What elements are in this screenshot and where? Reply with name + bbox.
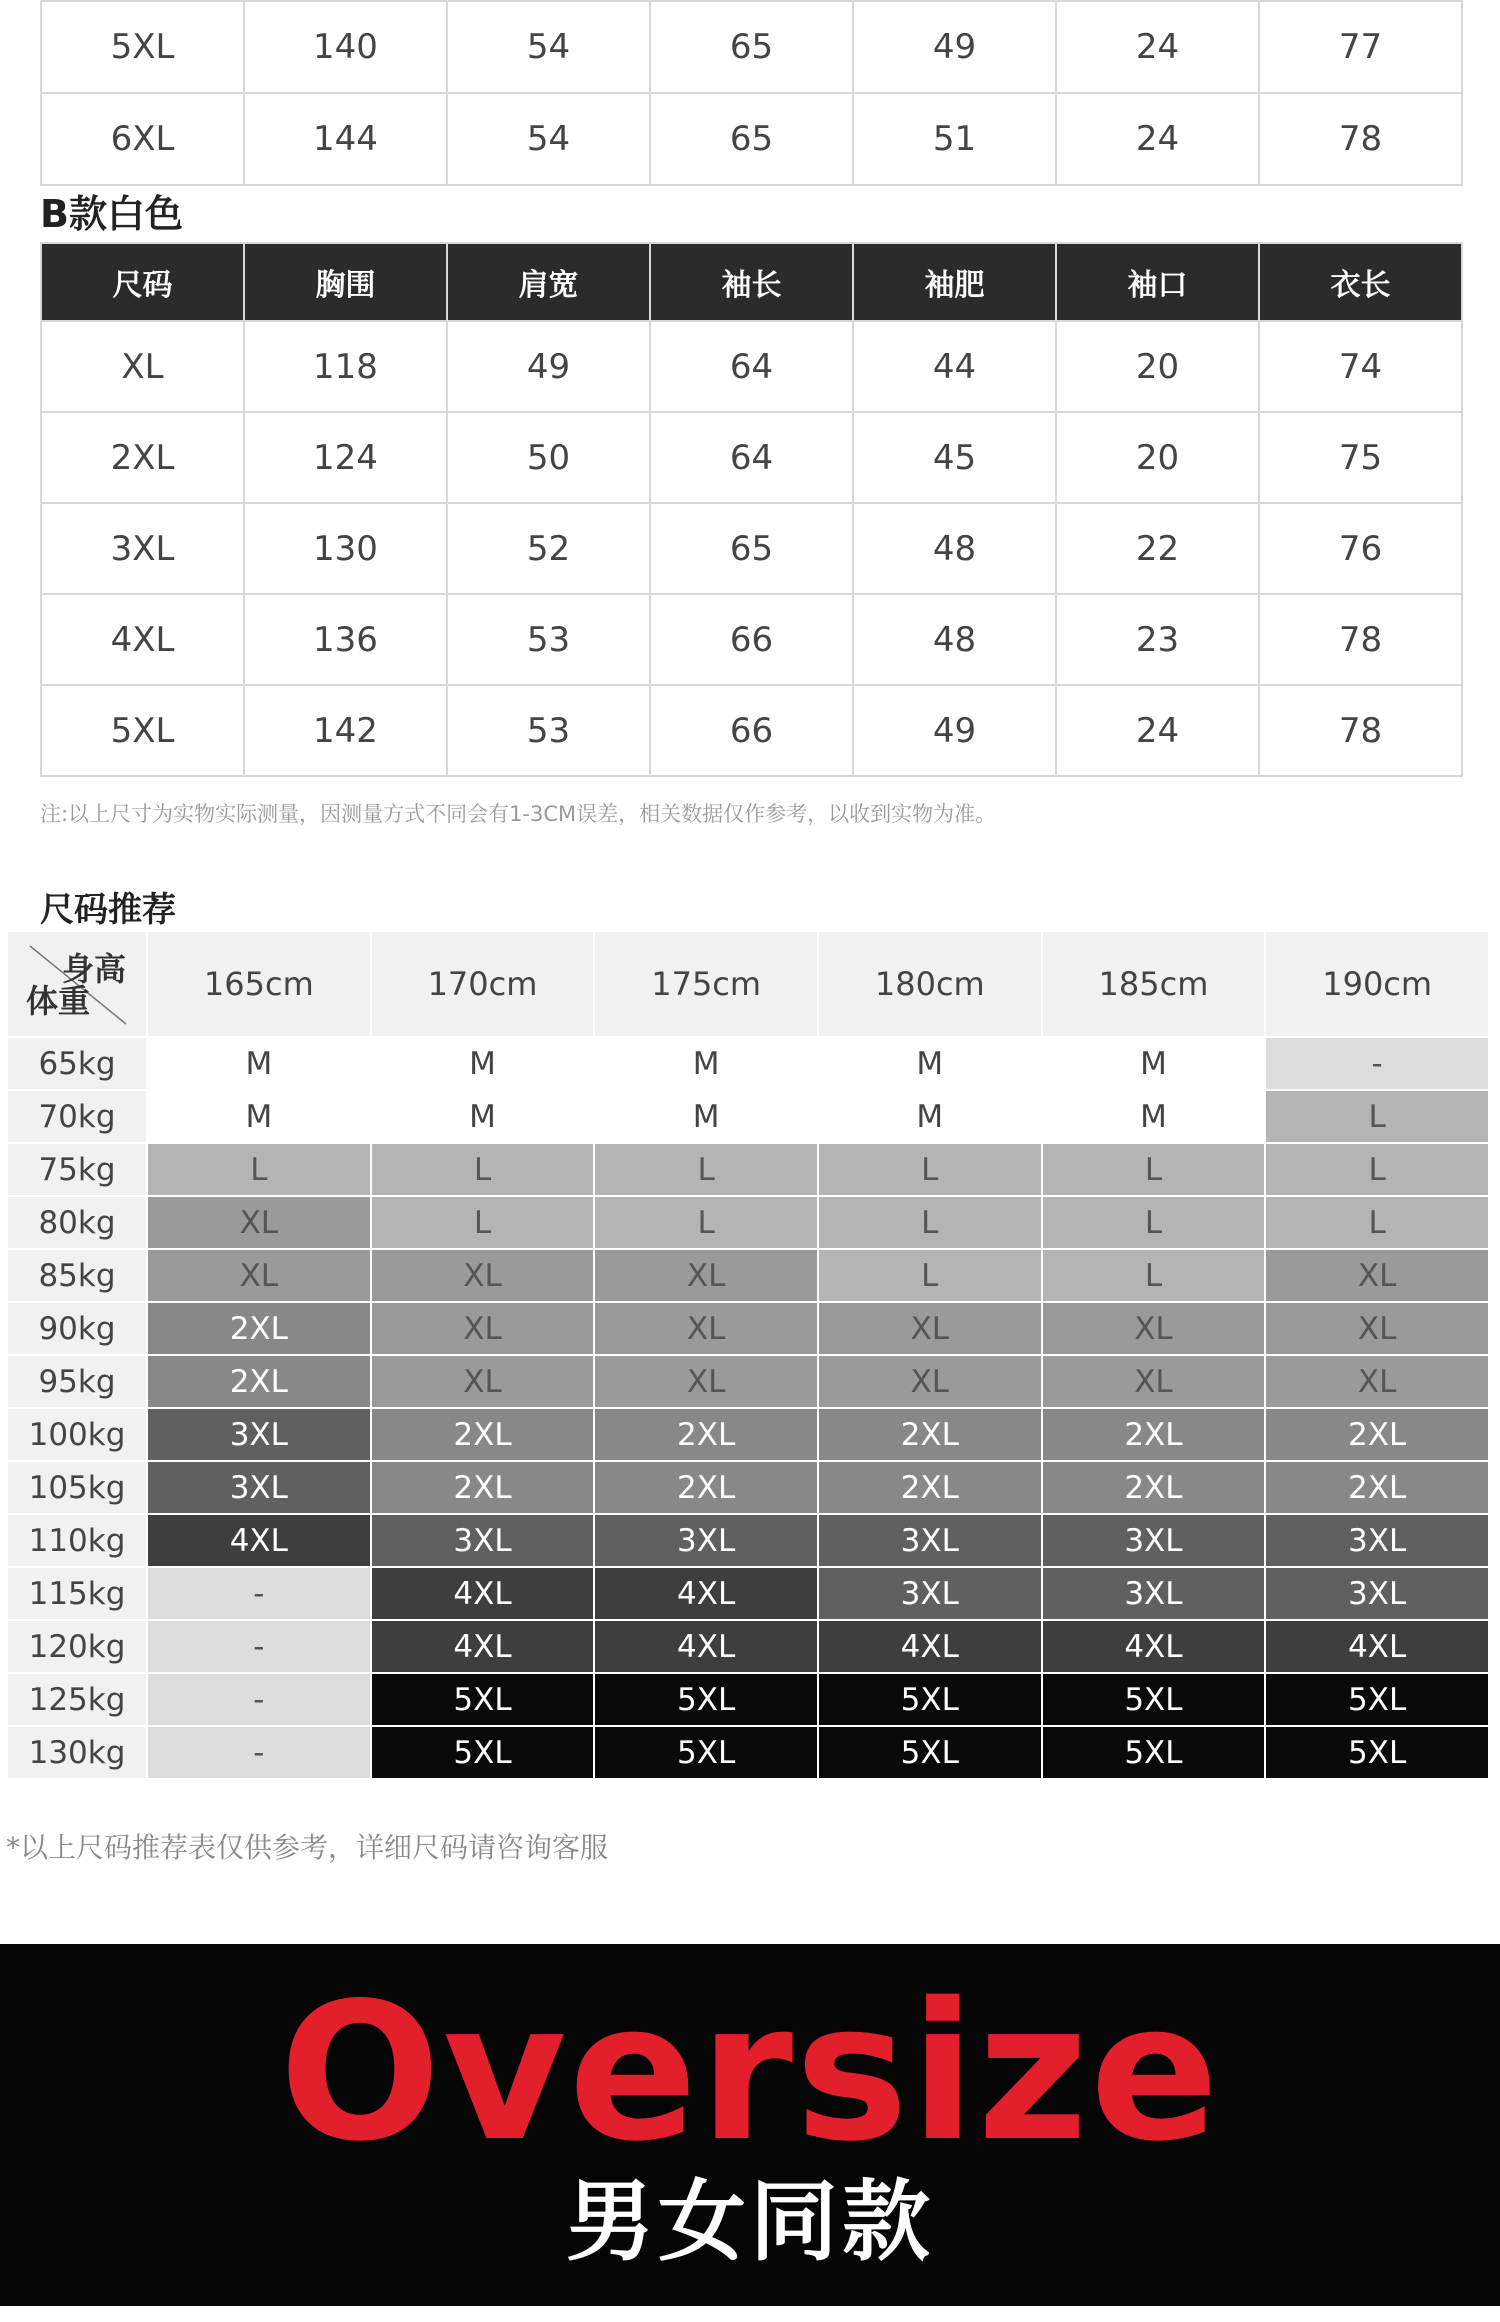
height-header: 185cm <box>1042 931 1266 1037</box>
height-header: 180cm <box>818 931 1042 1037</box>
size-cell: 4XL <box>147 1514 371 1567</box>
weight-label: 130kg <box>7 1726 147 1779</box>
size-cell: 2XL <box>1265 1408 1489 1461</box>
size-cell: L <box>1042 1196 1266 1249</box>
table-cell: 76 <box>1259 503 1462 594</box>
table-cell: 24 <box>1056 93 1259 185</box>
table-cell: 66 <box>650 594 853 685</box>
size-cell: M <box>818 1037 1042 1090</box>
recommend-row <box>7 1037 1489 1090</box>
size-cell: M <box>147 1037 371 1090</box>
table-cell: 65 <box>650 503 853 594</box>
size-cell: XL <box>818 1355 1042 1408</box>
size-cell: 2XL <box>594 1461 818 1514</box>
table-row <box>41 594 1462 685</box>
size-cell: M <box>594 1090 818 1143</box>
table-cell: XL <box>41 321 244 412</box>
size-cell: XL <box>1042 1355 1266 1408</box>
table-cell: 54 <box>447 1 650 93</box>
table-cell: 78 <box>1259 594 1462 685</box>
table-cell: 24 <box>1056 685 1259 776</box>
size-cell: XL <box>818 1302 1042 1355</box>
table-cell: 130 <box>244 503 447 594</box>
column-header: 衣长 <box>1259 243 1462 321</box>
size-cell: 5XL <box>594 1726 818 1779</box>
recommend-title: 尺码推荐 <box>40 890 176 930</box>
recommend-row <box>7 1514 1489 1567</box>
table-cell: 54 <box>447 93 650 185</box>
size-cell: L <box>147 1143 371 1196</box>
column-header: 尺码 <box>41 243 244 321</box>
size-cell: 5XL <box>1265 1726 1489 1779</box>
column-header: 袖长 <box>650 243 853 321</box>
height-header: 190cm <box>1265 931 1489 1037</box>
column-header: 袖肥 <box>853 243 1056 321</box>
weight-label: 115kg <box>7 1567 147 1620</box>
size-cell: M <box>818 1090 1042 1143</box>
table-cell: 6XL <box>41 93 244 185</box>
table-cell: 66 <box>650 685 853 776</box>
size-cell: L <box>1265 1196 1489 1249</box>
size-cell: L <box>818 1196 1042 1249</box>
recommend-row <box>7 1567 1489 1620</box>
size-cell: 2XL <box>371 1461 595 1514</box>
height-header: 175cm <box>594 931 818 1037</box>
size-cell: L <box>1042 1143 1266 1196</box>
table-cell: 53 <box>447 594 650 685</box>
table-cell: 5XL <box>41 685 244 776</box>
size-cell: 5XL <box>371 1726 595 1779</box>
recommend-row <box>7 1673 1489 1726</box>
size-cell: 2XL <box>1042 1461 1266 1514</box>
size-cell: 3XL <box>594 1514 818 1567</box>
weight-label: 75kg <box>7 1143 147 1196</box>
size-cell: XL <box>371 1249 595 1302</box>
size-cell: L <box>371 1143 595 1196</box>
size-cell: XL <box>1265 1249 1489 1302</box>
table-cell: 49 <box>447 321 650 412</box>
table-cell: 136 <box>244 594 447 685</box>
size-cell: L <box>371 1196 595 1249</box>
corner-cell <box>7 931 147 1037</box>
size-cell: XL <box>371 1355 595 1408</box>
size-cell: 2XL <box>818 1408 1042 1461</box>
weight-label: 100kg <box>7 1408 147 1461</box>
table-cell: 75 <box>1259 412 1462 503</box>
table-cell: 45 <box>853 412 1056 503</box>
table-cell: 49 <box>853 1 1056 93</box>
table-row <box>41 93 1462 185</box>
recommend-row <box>7 1143 1489 1196</box>
table-cell: 4XL <box>41 594 244 685</box>
size-table-continued <box>40 0 1463 186</box>
recommend-row <box>7 1249 1489 1302</box>
size-cell: 3XL <box>1042 1567 1266 1620</box>
size-cell: - <box>147 1726 371 1779</box>
recommend-row <box>7 1355 1489 1408</box>
size-cell: 3XL <box>818 1567 1042 1620</box>
size-cell: M <box>1042 1037 1266 1090</box>
size-cell: - <box>147 1620 371 1673</box>
size-cell: L <box>1042 1249 1266 1302</box>
recommend-row <box>7 1620 1489 1673</box>
recommend-row <box>7 1461 1489 1514</box>
table-row <box>41 1 1462 93</box>
recommend-row <box>7 1090 1489 1143</box>
size-cell: - <box>147 1673 371 1726</box>
banner-title: Oversize <box>279 1962 1221 2183</box>
table-cell: 50 <box>447 412 650 503</box>
weight-label: 125kg <box>7 1673 147 1726</box>
banner-subtitle: 男女同款 <box>565 2170 934 2273</box>
table-cell: 53 <box>447 685 650 776</box>
size-cell: 5XL <box>594 1673 818 1726</box>
table-cell: 65 <box>650 1 853 93</box>
table-row <box>41 503 1462 594</box>
corner-height-label: 身高 <box>61 950 126 988</box>
table-cell: 48 <box>853 594 1056 685</box>
size-cell: 4XL <box>594 1567 818 1620</box>
size-cell: XL <box>1042 1302 1266 1355</box>
table-cell: 20 <box>1056 412 1259 503</box>
corner-weight-label: 体重 <box>26 982 91 1020</box>
table-cell: 78 <box>1259 93 1462 185</box>
column-header: 肩宽 <box>447 243 650 321</box>
table-b-title: B款白色 <box>40 192 183 236</box>
size-cell: 5XL <box>371 1673 595 1726</box>
size-cell: L <box>594 1143 818 1196</box>
size-cell: XL <box>1265 1355 1489 1408</box>
table-cell: 51 <box>853 93 1056 185</box>
size-cell: 3XL <box>1042 1514 1266 1567</box>
size-cell: L <box>818 1249 1042 1302</box>
table-cell: 74 <box>1259 321 1462 412</box>
weight-label: 90kg <box>7 1302 147 1355</box>
size-cell: 5XL <box>1042 1726 1266 1779</box>
size-cell: 2XL <box>371 1408 595 1461</box>
size-cell: L <box>594 1196 818 1249</box>
size-cell: M <box>1042 1090 1266 1143</box>
recommend-row <box>7 1196 1489 1249</box>
recommend-row <box>7 1726 1489 1779</box>
table-cell: 22 <box>1056 503 1259 594</box>
size-cell: 2XL <box>594 1408 818 1461</box>
size-cell: 3XL <box>147 1408 371 1461</box>
size-table-b <box>40 242 1463 777</box>
size-cell: XL <box>594 1302 818 1355</box>
table-cell: 140 <box>244 1 447 93</box>
size-cell: XL <box>371 1302 595 1355</box>
table-cell: 24 <box>1056 1 1259 93</box>
height-header: 165cm <box>147 931 371 1037</box>
weight-label: 95kg <box>7 1355 147 1408</box>
size-cell: L <box>1265 1090 1489 1143</box>
table-cell: 142 <box>244 685 447 776</box>
table-cell: 49 <box>853 685 1056 776</box>
table-row <box>41 321 1462 412</box>
size-recommend-table <box>6 930 1490 1780</box>
size-cell: 5XL <box>818 1673 1042 1726</box>
size-cell: M <box>147 1090 371 1143</box>
table-cell: 118 <box>244 321 447 412</box>
table-cell: 124 <box>244 412 447 503</box>
size-cell: M <box>371 1037 595 1090</box>
recommend-note: *以上尺码推荐表仅供参考，详细尺码请咨询客服 <box>6 1831 609 1864</box>
size-cell: 3XL <box>818 1514 1042 1567</box>
size-cell: 3XL <box>1265 1567 1489 1620</box>
size-cell: 4XL <box>371 1567 595 1620</box>
recommend-row <box>7 1302 1489 1355</box>
table-cell: 48 <box>853 503 1056 594</box>
table-cell: 64 <box>650 321 853 412</box>
table-row <box>41 685 1462 776</box>
weight-label: 110kg <box>7 1514 147 1567</box>
size-cell: L <box>818 1143 1042 1196</box>
size-cell: 2XL <box>818 1461 1042 1514</box>
size-cell: 5XL <box>1042 1673 1266 1726</box>
table-header-row <box>41 243 1462 321</box>
height-header: 170cm <box>371 931 595 1037</box>
weight-label: 65kg <box>7 1037 147 1090</box>
size-cell: 4XL <box>371 1620 595 1673</box>
weight-label: 85kg <box>7 1249 147 1302</box>
table-cell: 44 <box>853 321 1056 412</box>
size-cell: 2XL <box>1042 1408 1266 1461</box>
size-cell: M <box>594 1037 818 1090</box>
weight-label: 80kg <box>7 1196 147 1249</box>
size-cell: 2XL <box>147 1355 371 1408</box>
table-cell: 64 <box>650 412 853 503</box>
column-header: 袖口 <box>1056 243 1259 321</box>
table-cell: 23 <box>1056 594 1259 685</box>
size-cell: XL <box>147 1196 371 1249</box>
table-cell: 144 <box>244 93 447 185</box>
weight-label: 120kg <box>7 1620 147 1673</box>
table-cell: 78 <box>1259 685 1462 776</box>
size-cell: 4XL <box>818 1620 1042 1673</box>
size-cell: - <box>147 1567 371 1620</box>
size-cell: XL <box>147 1249 371 1302</box>
table-cell: 2XL <box>41 412 244 503</box>
size-cell: 5XL <box>1265 1673 1489 1726</box>
size-cell: 4XL <box>1265 1620 1489 1673</box>
table-cell: 77 <box>1259 1 1462 93</box>
size-cell: 4XL <box>594 1620 818 1673</box>
size-cell: 2XL <box>1265 1461 1489 1514</box>
size-cell: L <box>1265 1143 1489 1196</box>
weight-label: 70kg <box>7 1090 147 1143</box>
size-cell: 5XL <box>818 1726 1042 1779</box>
table-cell: 3XL <box>41 503 244 594</box>
column-header: 胸围 <box>244 243 447 321</box>
size-cell: 3XL <box>1265 1514 1489 1567</box>
size-cell: 4XL <box>1042 1620 1266 1673</box>
size-cell: 2XL <box>147 1302 371 1355</box>
table-cell: 65 <box>650 93 853 185</box>
recommend-header-row <box>7 931 1489 1037</box>
size-cell: 3XL <box>371 1514 595 1567</box>
recommend-row <box>7 1408 1489 1461</box>
measurement-note: 注:以上尺寸为实物实际测量，因测量方式不同会有1-3CM误差，相关数据仅作参考，以收到实物为准。 <box>40 802 997 826</box>
size-cell: XL <box>594 1355 818 1408</box>
size-cell: M <box>371 1090 595 1143</box>
table-cell: 5XL <box>41 1 244 93</box>
table-cell: 52 <box>447 503 650 594</box>
size-cell: 3XL <box>147 1461 371 1514</box>
size-cell: - <box>1265 1037 1489 1090</box>
table-cell: 20 <box>1056 321 1259 412</box>
weight-label: 105kg <box>7 1461 147 1514</box>
size-cell: XL <box>1265 1302 1489 1355</box>
table-row <box>41 412 1462 503</box>
size-cell: XL <box>594 1249 818 1302</box>
